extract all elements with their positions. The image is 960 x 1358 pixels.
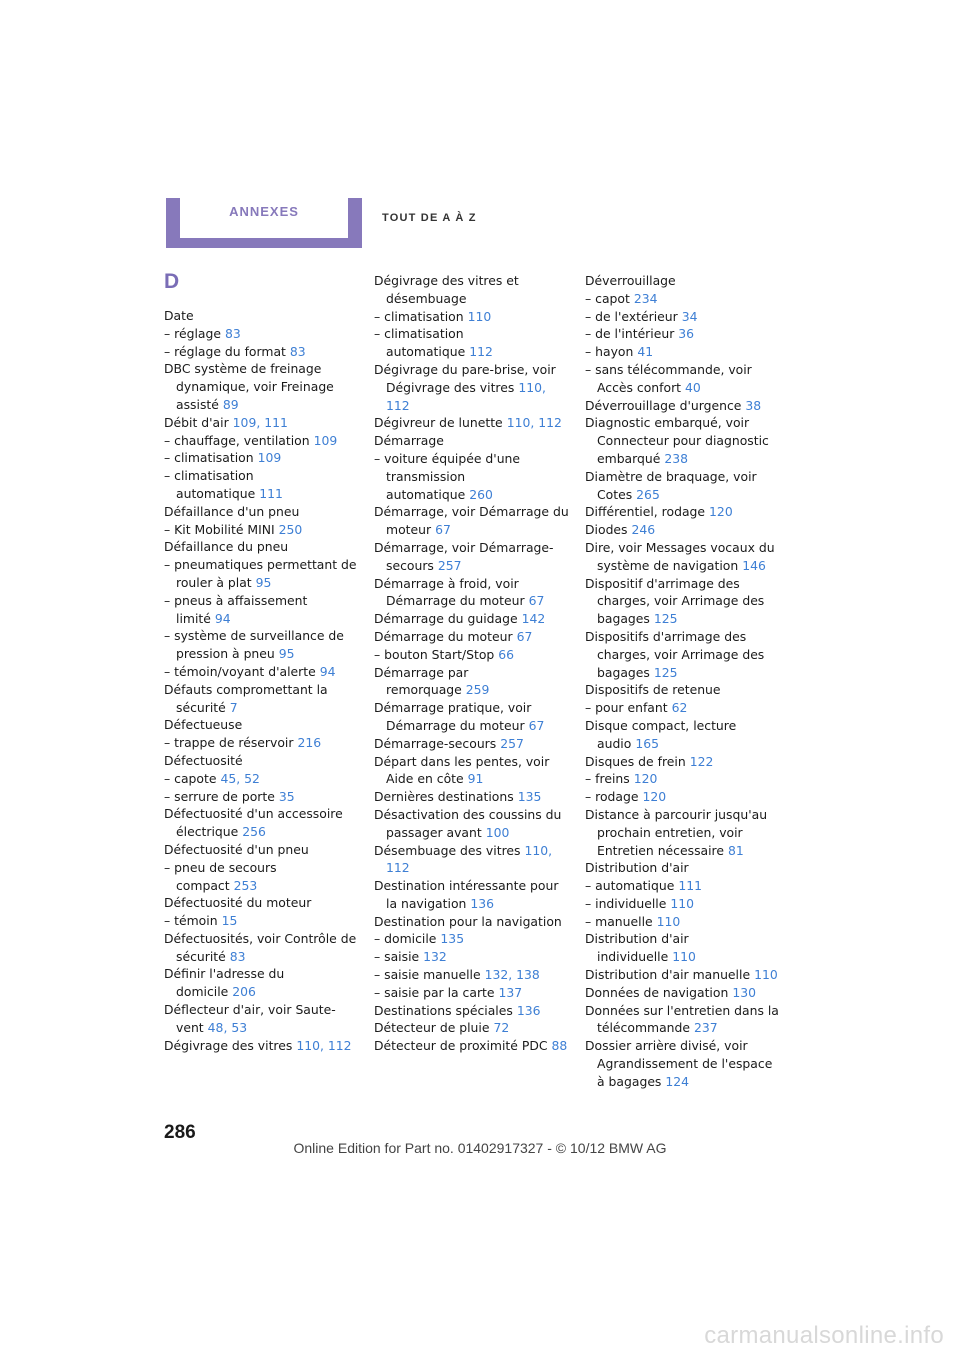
index-entry-text: Démarrage, voir Démarrage du moteur: [374, 504, 569, 538]
index-entry: [585, 681, 781, 699]
index-entry: [585, 753, 781, 771]
index-entry: [164, 841, 360, 859]
index-entry-text: Démarrage à froid, voir Démarrage du moteur: [374, 575, 525, 609]
index-entry: [585, 628, 781, 681]
index-entry: [374, 984, 570, 1002]
index-entry-text: Date: [164, 308, 194, 323]
index-entry: [374, 628, 570, 646]
index-entry-text: Défectuosité du moteur: [164, 895, 312, 911]
index-entry: [164, 414, 360, 432]
index-entry-text: Détecteur de pluie: [374, 1020, 490, 1036]
index-entry: [164, 912, 360, 930]
page-reference-link[interactable]: 260: [469, 486, 493, 502]
index-entry: [164, 734, 360, 752]
index-entry: [374, 699, 570, 735]
page-reference-link[interactable]: 120: [709, 504, 733, 520]
index-entry: [164, 752, 360, 770]
index-entry-text: Départ dans les pentes, voir Aide en côte: [374, 753, 550, 787]
index-entry: [374, 735, 570, 753]
page-reference-link[interactable]: 66: [498, 646, 515, 662]
index-entry-text: Destination intéressante pour la navigation: [374, 878, 559, 911]
page-reference-link[interactable]: 256: [242, 824, 266, 840]
index-entry-text: Dégivrage des vitres: [164, 1037, 293, 1053]
index-entry: [164, 343, 360, 361]
index-entry: [585, 308, 781, 326]
page-reference-link[interactable]: 110: [672, 949, 696, 965]
index-entry-text: – chauffage, ventilation: [164, 432, 310, 448]
page-reference-link[interactable]: 94: [319, 663, 336, 679]
index-entry: [374, 539, 570, 575]
page-reference-link[interactable]: 89: [222, 396, 239, 412]
index-entry-text: Démarrage, voir Démarrage-secours: [374, 539, 554, 573]
index-entry-text: – Kit Mobilité MINI: [164, 521, 275, 537]
page-reference-link[interactable]: 206: [232, 984, 256, 1000]
page-reference-link[interactable]: 15: [221, 913, 238, 929]
section-tab-inner: [180, 198, 348, 238]
index-entry-text: Déverrouillage: [585, 273, 676, 288]
index-entry-text: Diamètre de braquage, voir Cotes: [585, 468, 757, 502]
index-entry: [164, 503, 360, 521]
page-reference-link[interactable]: 67: [435, 522, 451, 538]
index-entry: [164, 1037, 360, 1055]
index-entry-text: – pour enfant: [585, 700, 668, 716]
index-entry: [374, 575, 570, 611]
page-reference-link[interactable]: 100: [485, 824, 510, 840]
index-entry: [374, 948, 570, 966]
index-entry-text: – pneumatiques permettant de rouler à plat: [164, 557, 357, 590]
index-entry-text: – de l'extérieur: [585, 308, 678, 324]
index-entry: [374, 753, 570, 789]
index-entry-text: – saisie: [374, 949, 420, 965]
page-reference-link[interactable]: 72: [493, 1020, 510, 1036]
index-entry-text: Destination pour la navigation: [374, 913, 562, 929]
index-entry-text: – bouton Start/Stop: [374, 646, 495, 662]
index-entry: [585, 343, 781, 361]
index-entry-text: – de l'intérieur: [585, 326, 675, 342]
index-entry-text: – sans télécommande, voir Accès confort: [585, 361, 752, 395]
index-entry-text: Défectueuse: [164, 717, 243, 733]
page-reference-link[interactable]: 246: [631, 522, 656, 538]
page-reference-link[interactable]: 110: [670, 895, 695, 911]
index-entry-text: Dégivrage du pare-brise, voir Dégivrage des vitres: [374, 361, 556, 395]
index-entry: [164, 663, 360, 681]
index-entry: [585, 361, 781, 397]
index-entry-text: Défectuosité: [164, 752, 243, 768]
index-entry-text: Dernières destinations: [374, 789, 514, 805]
index-entry: [374, 272, 570, 308]
index-entry-text: Débit d'air: [164, 414, 229, 430]
page-reference-link[interactable]: 83: [224, 325, 241, 341]
index-entry: [585, 325, 781, 343]
index-entry-text: DBC système de freinage dynamique, voir Freinage assisté: [164, 361, 334, 412]
page-reference-link[interactable]: 125: [653, 611, 678, 627]
index-entry-text: Démarrage du guidage: [374, 611, 518, 627]
page-reference-link[interactable]: 257: [437, 557, 462, 573]
index-entry-text: Désactivation des coussins du passager avant: [374, 806, 562, 840]
index-entry-text: Défectuosité d'un pneu: [164, 841, 309, 857]
index-entry-text: – manuelle: [585, 913, 653, 929]
index-entry-text: Dispositifs de retenue: [585, 682, 721, 698]
index-entry-text: Désembuage des vitres: [374, 842, 521, 858]
index-entry: [164, 449, 360, 467]
index-entry: [164, 1001, 360, 1037]
index-entry-text: – domicile: [374, 931, 437, 947]
index-entry: [585, 788, 781, 806]
page-reference-link[interactable]: 81: [728, 842, 744, 858]
index-entry: [585, 414, 781, 467]
index-entry-text: Dispositifs d'arrimage des charges, voir Arrimage des bagages: [585, 628, 765, 680]
index-entry-text: – climatisation automatique: [374, 326, 466, 360]
index-entry-text: Différentiel, rodage: [585, 504, 706, 520]
index-entry: [374, 1037, 570, 1055]
index-entry-text: – témoin/voyant d'alerte: [164, 663, 316, 679]
page-reference-link[interactable]: 40: [685, 379, 701, 395]
index-entry: [374, 1002, 570, 1020]
index-entry: [164, 965, 360, 1001]
index-entry-text: Distance à parcourir jusqu'au prochain entretien, voir Entretien nécessaire: [585, 806, 768, 858]
index-column-2: [374, 272, 570, 1055]
index-entry-text: Diodes: [585, 522, 628, 538]
page-reference-link[interactable]: 109: [313, 432, 338, 448]
index-entry: [585, 503, 781, 521]
index-entry: [585, 859, 781, 877]
index-entry: [585, 272, 781, 290]
index-entry-text: – climatisation: [374, 308, 464, 324]
page-reference-link[interactable]: 45, 52: [220, 770, 260, 786]
index-entry-text: – saisie par la carte: [374, 984, 495, 1000]
index-entry: [585, 1002, 781, 1038]
index-entry: [585, 895, 781, 913]
page-reference-link[interactable]: 122: [689, 753, 714, 769]
page-reference-link[interactable]: 94: [214, 610, 231, 626]
page-reference-link[interactable]: 48, 53: [207, 1019, 248, 1035]
page-reference-link[interactable]: 95: [278, 646, 295, 662]
index-entry: [374, 966, 570, 984]
index-entry-text: – voiture équipée d'une transmission automatique: [374, 450, 521, 502]
index-entry-text: – trappe de réservoir: [164, 735, 294, 751]
page-reference-link[interactable]: 88: [551, 1038, 568, 1054]
page-reference-link[interactable]: 250: [278, 521, 303, 537]
index-entry: [164, 325, 360, 343]
page-reference-link[interactable]: 238: [664, 450, 689, 466]
watermark: carmanualsonline.info: [704, 1322, 944, 1349]
index-entry: [374, 432, 570, 450]
page-reference-link[interactable]: 110, 112: [386, 842, 553, 876]
page-reference-link[interactable]: 34: [681, 308, 698, 324]
section-tab-label: ANNEXES: [229, 203, 299, 219]
index-entry: [374, 1019, 570, 1037]
page-reference-link[interactable]: 132, 138: [484, 967, 540, 983]
page-reference-link[interactable]: 109, 111: [232, 414, 288, 430]
page-reference-link[interactable]: 130: [732, 984, 756, 1000]
index-entry-text: – climatisation automatique: [164, 468, 256, 501]
index-entry-text: – capot: [585, 290, 630, 306]
page-reference-link[interactable]: 110: [467, 308, 492, 324]
index-entry: [374, 664, 570, 700]
index-entry: [585, 717, 781, 753]
index-entry: [585, 1037, 781, 1090]
page-reference-link[interactable]: 137: [498, 984, 523, 1000]
index-entry: [164, 627, 360, 663]
index-entry-text: Destinations spéciales: [374, 1002, 513, 1018]
index-entry: [164, 556, 360, 592]
page-reference-link[interactable]: 111: [259, 485, 283, 501]
index-entry-text: – système de surveillance de pression à pneu: [164, 628, 344, 662]
index-entry: [164, 360, 360, 413]
index-entry-text: – témoin: [164, 913, 218, 929]
index-entry: [585, 290, 781, 308]
index-entry-text: Disques de frein: [585, 753, 686, 769]
page-reference-link[interactable]: 62: [671, 700, 688, 716]
index-entry-text: – individuelle: [585, 895, 667, 911]
index-entry-text: – capote: [164, 770, 217, 786]
index-entry: [164, 307, 360, 325]
index-entry-text: – serrure de porte: [164, 788, 275, 804]
index-entry: [164, 432, 360, 450]
page-reference-link[interactable]: 132: [423, 949, 447, 965]
page-reference-link[interactable]: 110, 112: [506, 415, 562, 431]
index-entry: [374, 913, 570, 931]
index-entry: [585, 539, 781, 575]
index-entry-text: Déflecteur d'air, voir Saute-vent: [164, 1002, 336, 1035]
page-reference-link[interactable]: 95: [255, 574, 272, 590]
index-entry: [585, 877, 781, 895]
page-reference-link[interactable]: 257: [500, 735, 524, 751]
index-entry: [164, 521, 360, 539]
index-entry: [585, 770, 781, 788]
index-entry-text: – hayon: [585, 344, 634, 360]
page-reference-link[interactable]: 136: [516, 1002, 541, 1018]
page-reference-link[interactable]: 110, 112: [386, 379, 546, 413]
page-reference-link[interactable]: 67: [528, 593, 545, 609]
index-entry-text: – pneus à affaissement limité: [164, 592, 308, 626]
page-reference-link[interactable]: 41: [637, 344, 654, 360]
index-entry-text: – réglage du format: [164, 343, 286, 359]
index-entry: [374, 877, 570, 913]
index-entry-text: – climatisation: [164, 450, 254, 466]
index-entry-text: Disque compact, lecture audio: [585, 717, 737, 751]
page-reference-link[interactable]: 110: [754, 967, 778, 983]
index-entry-text: Dégivrage des vitres et désembuage: [374, 273, 519, 306]
page-reference-link[interactable]: 111: [678, 878, 702, 894]
page-reference-link[interactable]: 136: [470, 895, 495, 911]
page-reference-link[interactable]: 83: [229, 948, 246, 964]
index-entry: [374, 450, 570, 503]
index-entry: [164, 805, 360, 841]
index-entry-text: Défauts compromettant la sécurité: [164, 681, 328, 715]
page-reference-link[interactable]: 112: [469, 344, 493, 360]
index-entry-text: Défectuosités, voir Contrôle de sécurité: [164, 930, 357, 964]
page-reference-link[interactable]: 146: [742, 557, 766, 573]
index-entry: [164, 859, 360, 895]
footer-edition: Online Edition for Part no. 01402917327 - © 10/12 BMW AG: [293, 1140, 667, 1156]
index-entry-text: Dispositif d'arrimage des charges, voir Arrimage des bagages: [585, 575, 765, 627]
page-reference-link[interactable]: 91: [467, 771, 484, 787]
index-entry: [374, 930, 570, 948]
index-entry-text: – freins: [585, 771, 630, 787]
section-tab: [166, 198, 362, 248]
page-reference-link[interactable]: 135: [517, 789, 542, 805]
chapter-title: TOUT DE A À Z: [382, 212, 477, 224]
index-entry: [374, 325, 570, 361]
index-entry: [374, 806, 570, 842]
index-entry-text: Distribution d'air individuelle: [585, 931, 689, 965]
index-entry: [374, 610, 570, 628]
index-entry: [585, 984, 781, 1002]
page-reference-link[interactable]: 67: [528, 717, 545, 733]
index-entry: [585, 966, 781, 984]
index-entry-text: Dossier arrière divisé, voir Agrandissement de l'espace à bagages: [585, 1038, 773, 1089]
page-reference-link[interactable]: 120: [642, 789, 667, 805]
index-entry: [374, 788, 570, 806]
page-reference-link[interactable]: 216: [297, 735, 322, 751]
index-entry-text: Diagnostic embarqué, voir Connecteur pour diagnostic embarqué: [585, 415, 769, 466]
page-reference-link[interactable]: 135: [440, 931, 465, 947]
page-number: 286: [164, 1122, 196, 1143]
index-column-3: [585, 272, 781, 1091]
index-entry: [164, 930, 360, 966]
index-entry-text: – rodage: [585, 789, 639, 805]
page-reference-link[interactable]: 234: [633, 290, 658, 306]
index-entry-text: – saisie manuelle: [374, 967, 481, 983]
page-reference-link[interactable]: 259: [465, 682, 490, 698]
index-entry: [374, 503, 570, 539]
page-reference-link[interactable]: 237: [694, 1020, 718, 1036]
page-reference-link[interactable]: 35: [278, 788, 295, 804]
page-reference-link[interactable]: 67: [516, 628, 533, 644]
section-letter: D: [164, 270, 180, 293]
index-entry: [164, 681, 360, 717]
index-entry-text: Distribution d'air manuelle: [585, 967, 751, 983]
index-entry: [164, 788, 360, 806]
index-entry: [164, 716, 360, 734]
index-entry-text: Définir l'adresse du domicile: [164, 966, 285, 1000]
index-entry-text: Déverrouillage d'urgence: [585, 397, 742, 413]
index-entry-text: Démarrage: [374, 433, 444, 449]
index-entry: [374, 842, 570, 878]
index-column-1: [164, 307, 360, 1054]
index-entry-text: Données de navigation: [585, 984, 729, 1000]
index-entry: [164, 770, 360, 788]
index-entry: [374, 308, 570, 326]
page-reference-link[interactable]: 83: [289, 343, 306, 359]
index-entry-text: – réglage: [164, 325, 221, 341]
index-entry: [585, 575, 781, 628]
index-entry: [585, 397, 781, 415]
index-entry-text: – pneu de secours compact: [164, 859, 277, 893]
page-reference-link[interactable]: 253: [233, 877, 258, 893]
index-entry-text: Démarrage du moteur: [374, 628, 513, 644]
page-reference-link[interactable]: 124: [665, 1073, 690, 1089]
index-entry: [374, 646, 570, 664]
page-reference-link[interactable]: 120: [633, 771, 658, 787]
index-entry: [164, 538, 360, 556]
index-entry-text: Dire, voir Messages vocaux du système de navigation: [585, 539, 775, 573]
page-reference-link[interactable]: 36: [678, 326, 695, 342]
index-entry: [585, 930, 781, 966]
index-entry-text: Détecteur de proximité PDC: [374, 1038, 548, 1054]
index-entry-text: Démarrage pratique, voir Démarrage du moteur: [374, 700, 532, 733]
index-entry-text: Démarrage-secours: [374, 735, 497, 751]
index-entry: [585, 699, 781, 717]
index-entry: [164, 592, 360, 628]
index-entry: [585, 806, 781, 859]
index-entry: [585, 468, 781, 504]
page-reference-link[interactable]: 38: [745, 397, 762, 413]
index-entry-text: Données sur l'entretien dans la télécommande: [585, 1002, 779, 1036]
index-entry-text: Dégivreur de lunette: [374, 415, 503, 431]
index-entry: [164, 467, 360, 503]
index-entry-text: Distribution d'air: [585, 860, 689, 876]
page-reference-link[interactable]: 142: [521, 611, 546, 627]
page-reference-link[interactable]: 110: [656, 913, 681, 929]
page-reference-link[interactable]: 265: [636, 486, 660, 502]
page-reference-link[interactable]: 125: [653, 664, 678, 680]
page-reference-link[interactable]: 109: [257, 450, 282, 466]
index-entry-text: Défaillance d'un pneu: [164, 503, 300, 519]
index-entry-text: Démarrage par remorquage: [374, 664, 469, 698]
index-entry-text: – automatique: [585, 878, 675, 894]
index-entry-text: Défaillance du pneu: [164, 539, 289, 555]
index-entry: [374, 414, 570, 432]
page-reference-link[interactable]: 110, 112: [296, 1037, 352, 1053]
index-entry: [585, 521, 781, 539]
index-entry: [374, 361, 570, 414]
page-reference-link[interactable]: 165: [635, 735, 659, 751]
index-entry-text: Défectuosité d'un accessoire électrique: [164, 806, 343, 840]
index-entry: [585, 913, 781, 931]
index-entry: [164, 894, 360, 912]
page-reference-link[interactable]: 7: [229, 699, 238, 715]
